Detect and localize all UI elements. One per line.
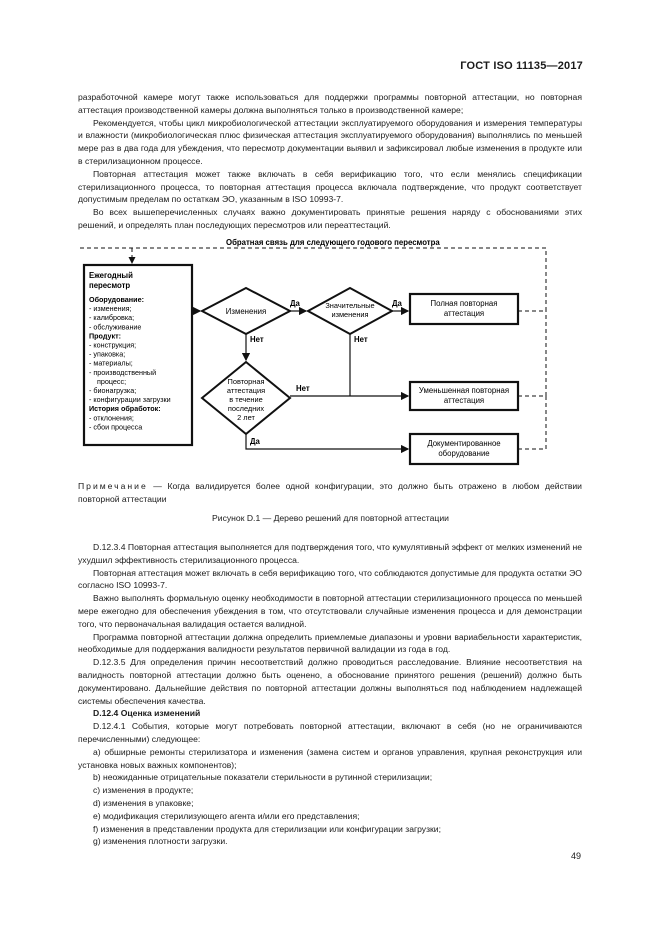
paragraph: D.12.3.4 Повторная аттестация выполняется для подтверждения того, что кумулятивный эффект от мелких изменений не ухудшил эффективность стерилизационного процесса. xyxy=(78,542,582,565)
feedback-line-bottom xyxy=(518,396,546,449)
paragraph: D.12.4.1 События, которые могут потребовать повторной аттестации, включают в себя (но не ограничиваются перечисленными) следующее: xyxy=(78,721,582,744)
paragraph: c) изменения в продукте; xyxy=(93,785,194,796)
annual-line: - конфигурации загрузки xyxy=(89,395,171,405)
yes-label-2: Да xyxy=(392,299,402,308)
annual-line: процесс; xyxy=(97,376,127,386)
annual-title-1: Ежегодный xyxy=(89,271,133,280)
feedback-line-mid xyxy=(518,311,546,396)
paragraph: Важно выполнять формальную оценку необходимости в повторной аттестации стерилизационного процесса по меньшей мере ежегодно для обеспечения убеждения в том, что отсутствовали случайные изменения процесса и для демонстрации того, что первоначальная валидация остается валидной. xyxy=(78,593,582,629)
top-text-block xyxy=(78,91,582,232)
requal-label-1: Повторная xyxy=(227,377,265,386)
annual-line: - конструкция; xyxy=(89,340,137,350)
annual-line: - обслуживание xyxy=(89,322,142,332)
annual-line: - упаковка; xyxy=(89,349,126,359)
annual-line: - бионагрузка; xyxy=(89,386,137,395)
paragraph: b) неожиданные отрицательные показатели стерильности в рутинной стерилизации; xyxy=(93,772,433,783)
documented-label-2: оборудование xyxy=(438,449,490,458)
body-text-block xyxy=(78,541,582,848)
note-label: Примечание xyxy=(78,481,148,491)
figure-caption: Рисунок D.1 — Дерево решений для повторной аттестации xyxy=(212,513,449,523)
annual-line: Продукт: xyxy=(89,331,122,341)
decision-tree-diagram xyxy=(78,236,558,472)
section-heading: D.12.4 Оценка изменений xyxy=(93,708,201,719)
paragraph: Во всех вышеперечисленных случаях важно документировать принятые решения наряду с обоснованиями этих решений, и определять план последующих пересмотров или переаттестаций. xyxy=(78,207,582,230)
paragraph: Повторная аттестация может также включать в себя верификацию того, что если менялись спецификации стерилизационного процесса, то повторная аттестация процесса включала подтверждение, что продукт соответствует допустимым пределам по остаткам ЭО, указанным в ISO 10993-7. xyxy=(78,168,582,205)
paragraph: Программа повторной аттестации должна определить приемлемые диапазоны и уровни вариабельности характеристик, необходимые для поддержания валидности результатов первичной валидации из года в год. xyxy=(78,631,582,655)
annual-line: Оборудование: xyxy=(89,295,144,304)
annual-line: - производственный xyxy=(89,367,157,377)
no-label-2: Нет xyxy=(354,335,368,344)
yes-label-3: Да xyxy=(250,437,260,446)
documented-label-1: Документированное xyxy=(427,439,501,448)
requal-label-4: последних xyxy=(227,404,265,413)
paragraph: f) изменения в представлении продукта для стерилизации или конфигурации загрузки; xyxy=(93,823,441,834)
annual-line: - калибровка; xyxy=(89,313,135,323)
annual-title-2: пересмотр xyxy=(89,281,131,290)
document-header: ГОСТ ISO 11135—2017 xyxy=(460,60,583,72)
paragraph: g) изменения плотности загрузки. xyxy=(93,836,228,847)
paragraph: d) изменения в упаковке; xyxy=(93,797,194,808)
page-number: 49 xyxy=(570,851,581,861)
annual-line: - сбои процесса xyxy=(89,422,143,432)
full-requal-label-2: аттестация xyxy=(443,309,485,318)
reduced-requal-label-2: аттестация xyxy=(443,396,485,405)
annual-line: - отклонения; xyxy=(89,413,134,423)
paragraph: D.12.3.5 Для определения причин несоответствий должно проводиться расследование. Влияние несоответствия на валидность повторной аттестации должно быть оценено, а обоснование принятого решения (решений) должно быть документировано. Дальнейшие действия по повторной аттестации должны выполняться под наблюдением надлежащей системы обеспечения качества. xyxy=(78,657,582,706)
requal-label-5: 2 лет xyxy=(237,413,255,422)
no-label-3: Нет xyxy=(296,384,310,393)
yes-label-1: Да xyxy=(290,299,300,308)
paragraph: Рекомендуется, чтобы цикл микробиологической аттестации эксплуатируемого оборудования и измерения температуры и влажности (микробиологическая плюс физическая аттестация эксплуатируемого оборудования) выполнялись по меньшей мере раз в два года для убеждения, что пересмотр документации выявил и зафиксировал любые изменения в продукте или в стерилизационном процессе. xyxy=(78,117,582,166)
requal-label-2: аттестация xyxy=(226,386,266,395)
feedback-label: Обратная связь для следующего годового пересмотра xyxy=(226,238,440,247)
significant-label-1: Значительные xyxy=(325,301,375,310)
reduced-requal-label-1: Уменьшенная повторная xyxy=(418,386,510,395)
significant-label-2: изменения xyxy=(331,310,369,319)
note-text: — Когда валидируется более одной конфигурации, это должно быть отражено в любом действии повторной аттестации xyxy=(78,481,582,504)
paragraph: e) модификация стерилизующего агента и/или его представления; xyxy=(93,810,360,821)
annual-line: - изменения; xyxy=(89,304,132,314)
annual-line: - материалы; xyxy=(89,358,133,368)
paragraph: Повторная аттестация может включать в себя верификацию того, что соблюдаются допустимые для продукта остатки ЭО согласно ISO 10993-7. xyxy=(78,567,582,591)
changes-label: Изменения xyxy=(225,307,267,316)
paragraph: a) обширные ремонты стерилизатора и изменения (замена систем и органов управления, крупная реконструкция или установка новых важных компонентов); xyxy=(78,746,582,770)
paragraph: разработочной камере могут также использоваться для поддержки программы повторной аттестации, но повторная аттестация производственной камеры должна выполняться только в производственной камере; xyxy=(78,92,582,115)
full-requal-label-1: Полная повторная xyxy=(430,299,498,308)
annual-line: История обработок: xyxy=(89,404,161,414)
requal-label-3: в течение xyxy=(229,395,263,404)
no-label-1: Нет xyxy=(250,335,264,344)
figure-note xyxy=(78,480,582,506)
